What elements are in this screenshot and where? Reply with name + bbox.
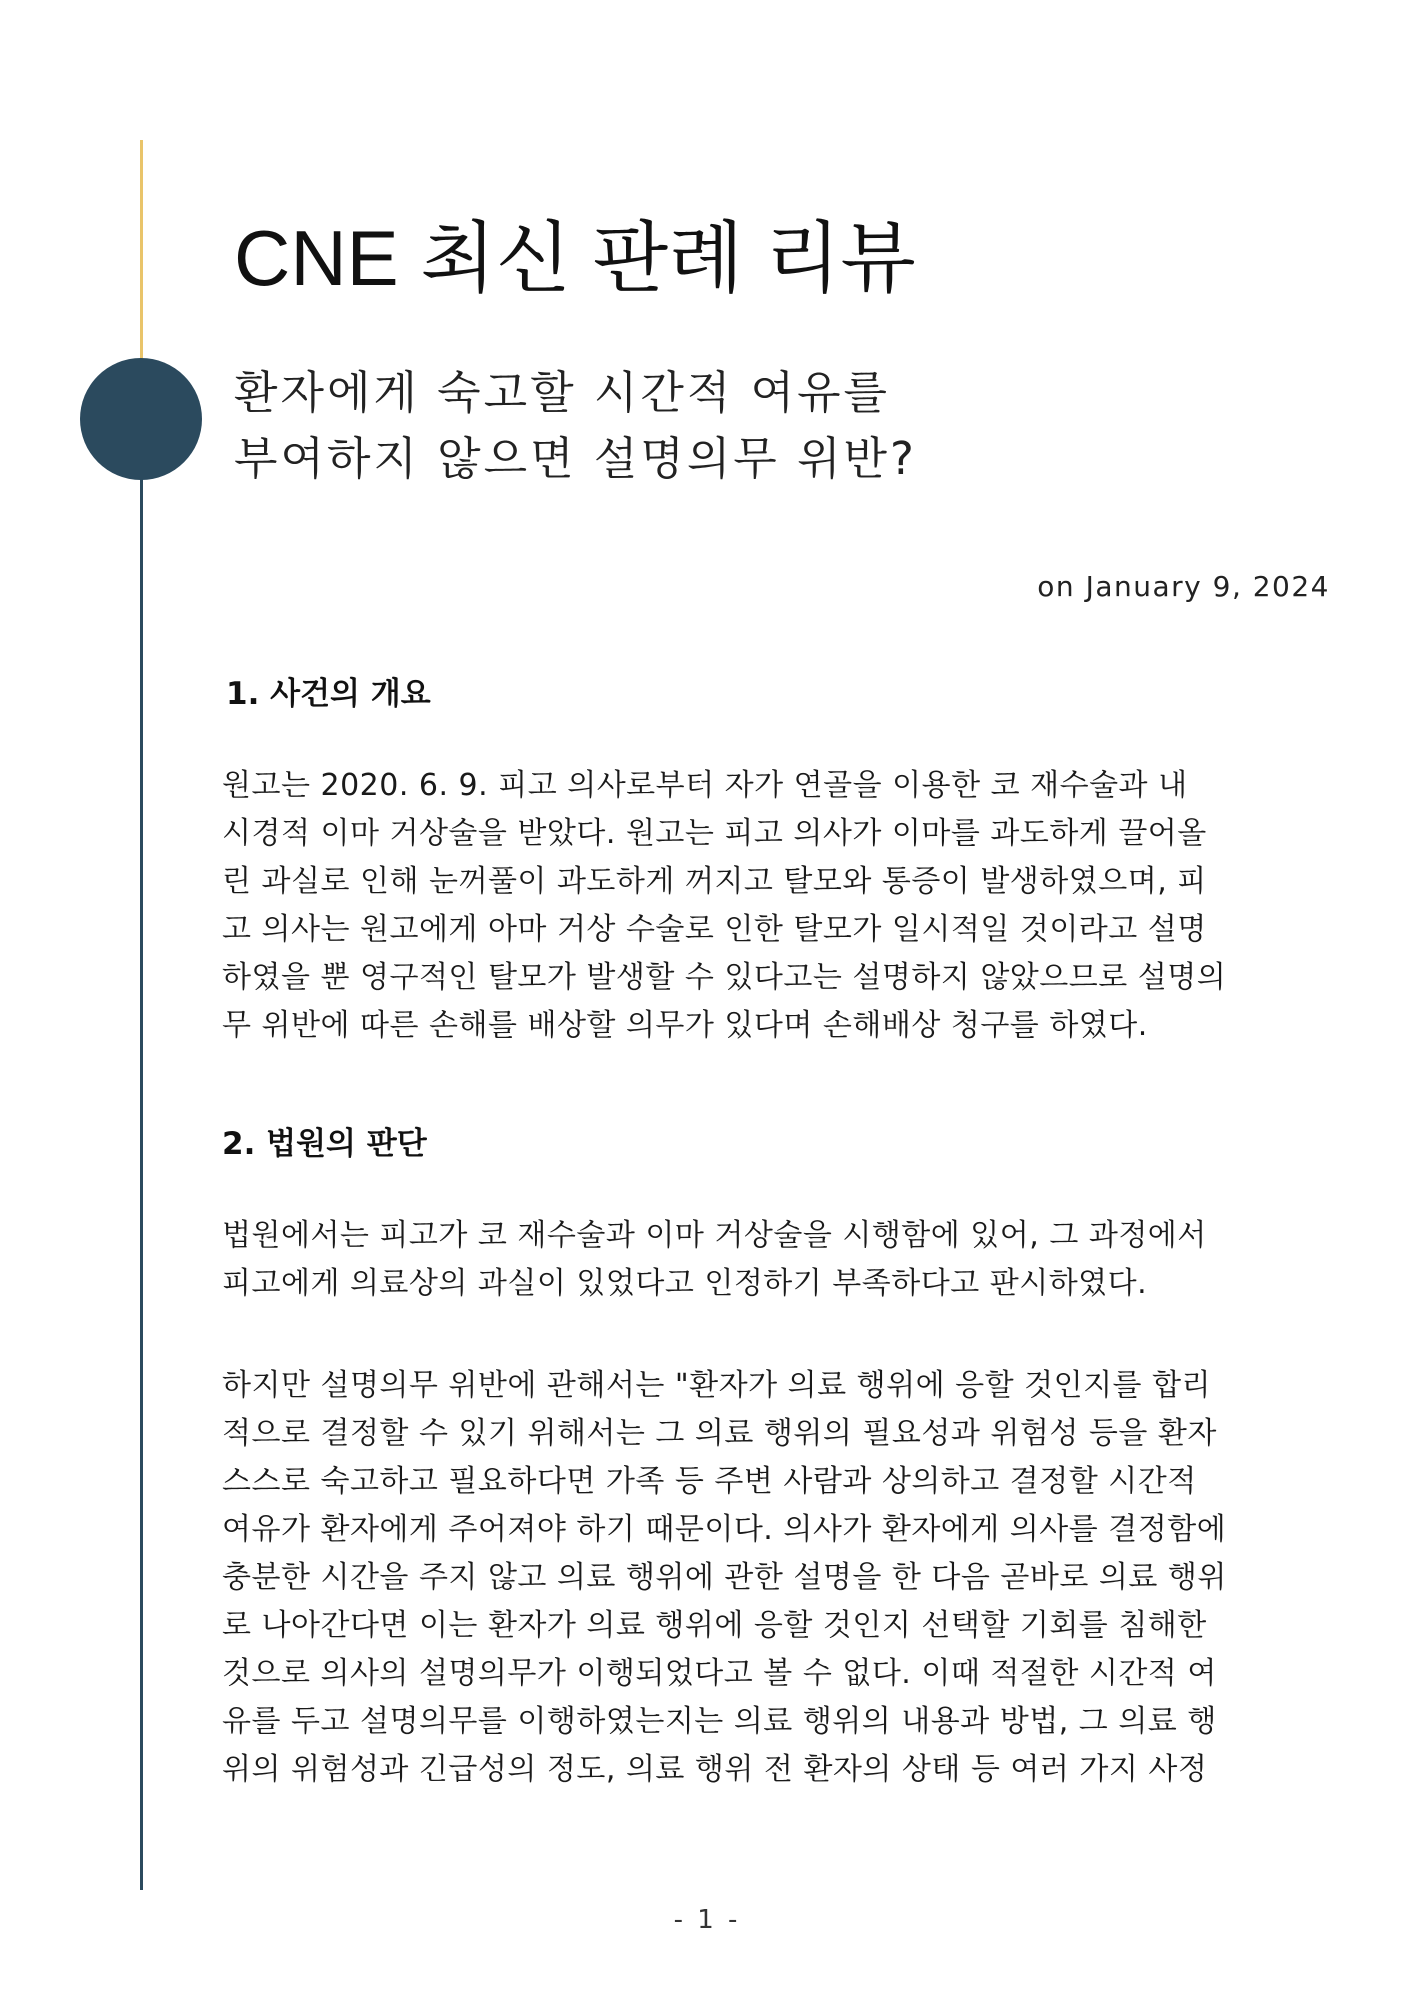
text-line: 시경적 이마 거상술을 받았다. 원고는 피고 의사가 이마를 과도하게 끌어올 [222, 816, 1207, 851]
text-line: 충분한 시간을 주지 않고 의료 행위에 관한 설명을 한 다음 곧바로 의료 행위 [222, 1560, 1227, 1595]
text-line: 여유가 환자에게 주어져야 하기 때문이다. 의사가 환자에게 의사를 결정함에 [222, 1512, 1227, 1547]
text-line: 적으로 결정할 수 있기 위해서는 그 의료 행위의 필요성과 위험성 등을 환자 [222, 1416, 1217, 1451]
text-line: 위의 위험성과 긴급성의 정도, 의료 행위 전 환자의 상태 등 여러 가지 사정 [222, 1752, 1208, 1787]
subtitle-line: 환자에게 숙고할 시간적 여유를 [234, 366, 891, 419]
text-line: 하지만 설명의무 위반에 관해서는 "환자가 의료 행위에 응할 것인지를 합리 [222, 1368, 1212, 1403]
page-number: - 1 - [673, 1905, 741, 1935]
text-line: 피고에게 의료상의 과실이 있었다고 인정하기 부족하다고 판시하였다. [222, 1266, 1148, 1301]
section-heading-court-judgment: 2. 법원의 판단 [222, 1126, 427, 1162]
text-line: 하였을 뿐 영구적인 탈모가 발생할 수 있다고는 설명하지 않았으므로 설명의 [222, 960, 1227, 995]
text-line: 무 위반에 따른 손해를 배상할 의무가 있다며 손해배상 청구를 하였다. [222, 1008, 1148, 1043]
text-line: 린 과실로 인해 눈꺼풀이 과도하게 꺼지고 탈모와 통증이 발생하였으며, 피 [222, 864, 1207, 899]
timeline-line-navy [140, 420, 143, 1890]
text-line: 고 의사는 원고에게 아마 거상 수술로 인한 탈모가 일시적일 것이라고 설명 [222, 912, 1207, 947]
publish-date: on January 9, 2024 [1037, 570, 1330, 603]
judgment-paragraph-2 [222, 1362, 1316, 1794]
document-subtitle [234, 360, 917, 492]
overview-paragraph [222, 762, 1316, 1050]
text-line: 법원에서는 피고가 코 재수술과 이마 거상술을 시행함에 있어, 그 과정에서 [222, 1218, 1207, 1253]
section-heading-overview: 1. 사건의 개요 [226, 676, 431, 712]
subtitle-line: 부여하지 않으면 설명의무 위반? [234, 432, 917, 485]
text-line: 유를 두고 설명의무를 이행하였는지는 의료 행위의 내용과 방법, 그 의료 행 [222, 1704, 1217, 1739]
decorative-circle [80, 358, 202, 480]
judgment-paragraph-1 [222, 1212, 1316, 1308]
text-line: 스스로 숙고하고 필요하다면 가족 등 주변 사람과 상의하고 결정할 시간적 [222, 1464, 1197, 1499]
text-line: 로 나아간다면 이는 환자가 의료 행위에 응할 것인지 선택할 기회를 침해한 [222, 1608, 1207, 1643]
document-title: CNE 최신 판례 리뷰 [234, 214, 916, 302]
text-line: 것으로 의사의 설명의무가 이행되었다고 볼 수 없다. 이때 적절한 시간적 여 [222, 1656, 1217, 1691]
text-line: 원고는 2020. 6. 9. 피고 의사로부터 자가 연골을 이용한 코 재수술과 내 [222, 768, 1188, 803]
